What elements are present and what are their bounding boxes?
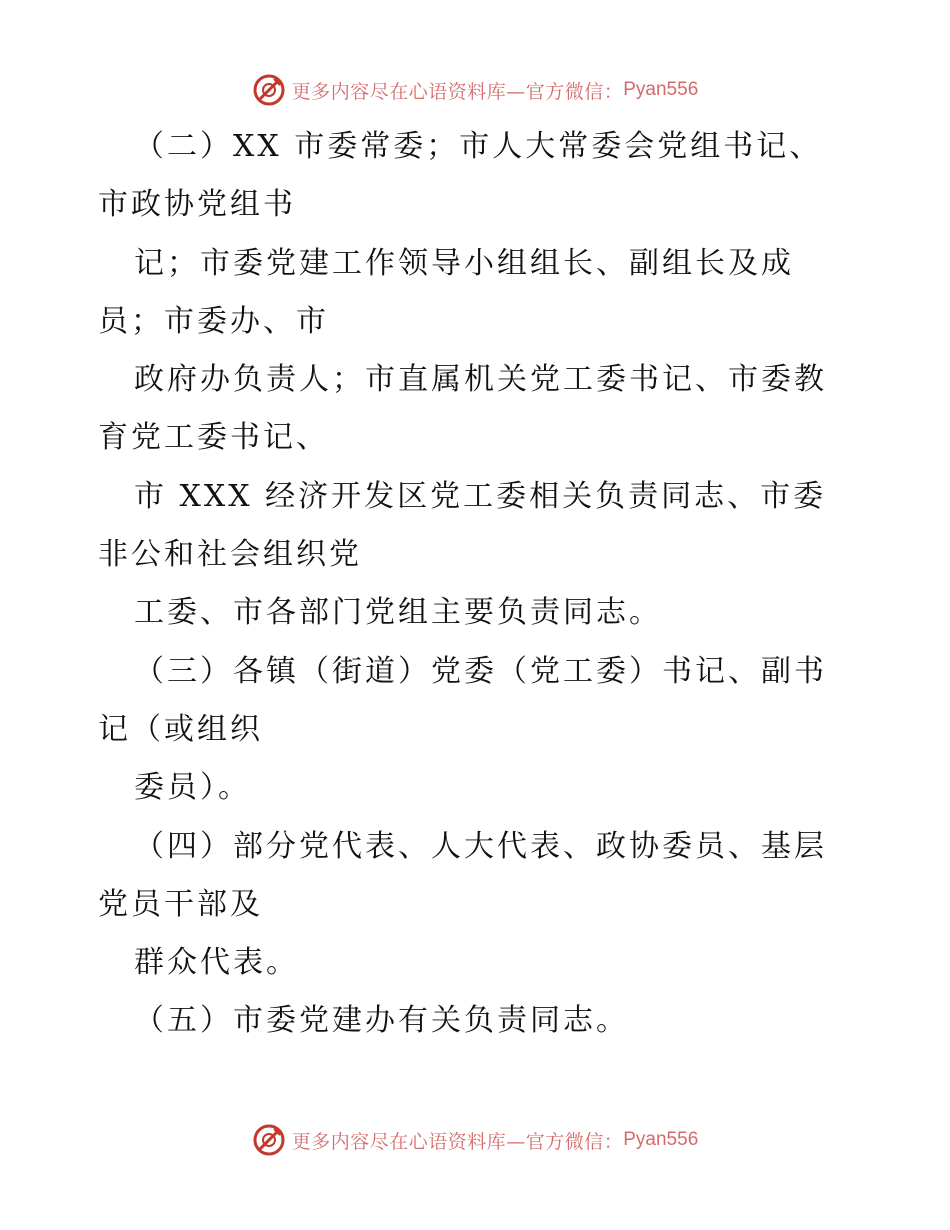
paragraph-line: 工委、市各部门党组主要负责同志。 [134, 595, 662, 631]
watermark-wechat-id: Pyan556 [623, 79, 699, 100]
footer-watermark [0, 1120, 950, 1160]
paragraph-line: 党员干部及 [98, 886, 263, 922]
paragraph-line: （二）XX 市委常委；市人大常委会党组书记、 [134, 129, 823, 164]
paragraph-line: 群众代表。 [134, 945, 299, 981]
watermark-text: 更多内容尽在心语资料库—官方微信： [291, 80, 624, 103]
paragraph-line: 记（或组织 [98, 711, 263, 747]
header-watermark [0, 70, 950, 110]
paragraph-line: （三）各镇（街道）党委（党工委）书记、副书 [134, 653, 827, 689]
paragraph-line: 政府办负责人；市直属机关党工委书记、市委教 [134, 362, 827, 398]
paragraph-line: 员；市委办、市 [98, 303, 329, 339]
paragraph-line: （五）市委党建办有关负责同志。 [134, 1003, 629, 1039]
paragraph-line: 非公和社会组织党 [98, 537, 362, 573]
watermark-logo-icon [252, 73, 286, 107]
paragraph-line: 市 XXX 经济开发区党工委相关负责同志、市委 [134, 478, 827, 514]
document-body [98, 118, 868, 1051]
watermark-wechat-id: Pyan556 [623, 1129, 699, 1150]
watermark-logo-icon [252, 1123, 286, 1157]
paragraph-line: 市政协党组书 [98, 187, 296, 223]
paragraph-line: 委员）。 [134, 770, 251, 806]
watermark-text: 更多内容尽在心语资料库—官方微信： [291, 1130, 624, 1153]
paragraph-line: 记；市委党建工作领导小组组长、副组长及成 [134, 245, 794, 281]
paragraph-line: 育党工委书记、 [98, 420, 329, 456]
paragraph-line: （四）部分党代表、人大代表、政协委员、基层 [134, 828, 827, 864]
